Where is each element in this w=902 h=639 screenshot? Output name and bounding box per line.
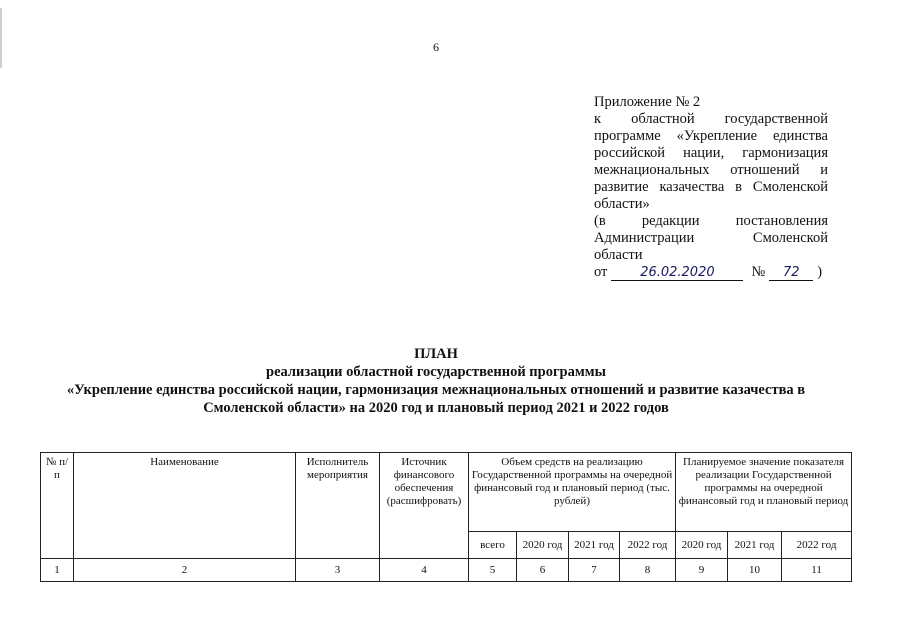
from-label: от [594, 264, 608, 280]
subheader-funding-2021: 2021 год [569, 532, 620, 559]
appendix-line: развитие казачества в Смоленской [594, 179, 828, 195]
appendix-block [594, 94, 828, 281]
column-number-cell: 7 [569, 559, 620, 582]
appendix-line: межнациональных отношений и [594, 162, 828, 178]
close-paren: ) [817, 264, 823, 280]
column-number-cell: 5 [469, 559, 517, 582]
column-number-row [41, 559, 852, 582]
header-num: № п/п [41, 453, 74, 559]
handwritten-date: 26.02.2020 [611, 265, 743, 281]
title-line: реализации областной государственной программы [266, 364, 606, 380]
appendix-line: российской нации, гармонизация [594, 145, 828, 161]
appendix-line: области» [594, 196, 650, 212]
column-number-cell: 2 [74, 559, 296, 582]
header-source: Источник финансового обеспечения (расшифровать) [380, 453, 469, 559]
subheader-total: всего [469, 532, 517, 559]
page-number: 6 [433, 40, 439, 54]
appendix-line: Администрации Смоленской [594, 230, 828, 246]
title-line: «Укрепление единства российской нации, гармонизация межнациональных отношений и развитие казачества в [66, 382, 806, 398]
plan-table [40, 452, 852, 582]
subheader-indicator-2021: 2021 год [728, 532, 782, 559]
column-number-cell: 6 [517, 559, 569, 582]
column-number-cell: 1 [41, 559, 74, 582]
number-label: № [751, 264, 766, 280]
resolution-reference [594, 264, 828, 281]
column-number-cell: 3 [296, 559, 380, 582]
subheader-funding-2022: 2022 год [620, 532, 676, 559]
scan-edge-mark [0, 8, 2, 68]
header-funding: Объем средств на реализацию Государственной программы на очередной финансовый год и плановый период (тыс. рублей) [469, 453, 676, 532]
subheader-indicator-2022: 2022 год [782, 532, 852, 559]
header-executor: Исполнитель мероприятия [296, 453, 380, 559]
column-number-cell: 11 [782, 559, 852, 582]
subheader-funding-2020: 2020 год [517, 532, 569, 559]
column-number-cell: 10 [728, 559, 782, 582]
appendix-line: программе «Укрепление единства [594, 128, 828, 144]
column-number-cell: 9 [676, 559, 728, 582]
title-line-plan: ПЛАН [414, 346, 458, 362]
title-line: Смоленской области» на 2020 год и плановый период 2021 и 2022 годов [203, 400, 669, 416]
header-name: Наименование [74, 453, 296, 559]
document-title [30, 345, 842, 417]
appendix-line: (в редакции постановления [594, 213, 828, 229]
appendix-line: Приложение № 2 [594, 94, 701, 110]
subheader-indicator-2020: 2020 год [676, 532, 728, 559]
appendix-line: к областной государственной [594, 111, 828, 127]
appendix-line: области [594, 247, 643, 263]
column-number-cell: 8 [620, 559, 676, 582]
header-indicator: Планируемое значение показателя реализации Государственной программы на очередной финансовый год и плановый период [676, 453, 852, 532]
column-number-cell: 4 [380, 559, 469, 582]
handwritten-number: 72 [769, 265, 813, 281]
